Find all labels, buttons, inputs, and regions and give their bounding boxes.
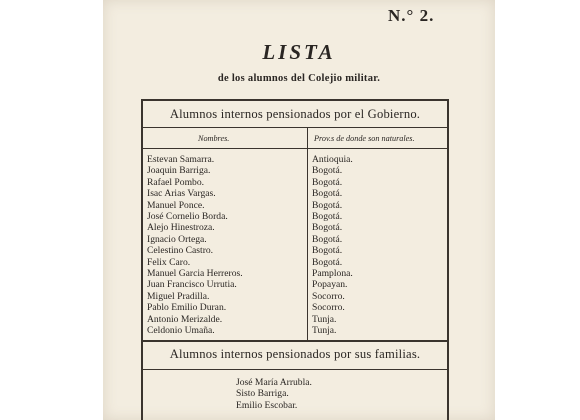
families-heading-divider <box>141 369 449 370</box>
student-name: Felix Caro. <box>147 256 191 268</box>
student-province: Tunja. <box>312 325 337 337</box>
family-student-name: Emilio Escobar. <box>236 399 298 411</box>
document-subtitle: de los alumnos del Colejio militar. <box>217 73 381 84</box>
student-name: Estevan Samarra. <box>147 154 215 165</box>
page-number: N.° 2. <box>388 6 435 25</box>
column-header-provinces: Prov.s de donde son naturales. <box>314 134 415 143</box>
family-students-list <box>236 377 312 411</box>
student-province: Popayan. <box>312 279 348 291</box>
column-divider <box>307 128 308 340</box>
column-header-names: Nombres. <box>198 134 230 143</box>
student-name: Miguel Pradilla. <box>147 290 210 302</box>
table-top-border <box>141 99 449 101</box>
heading-divider <box>141 127 449 128</box>
student-names-list <box>147 154 243 337</box>
student-province: Bogotá. <box>312 233 343 245</box>
student-name: Alejo Hinestroza. <box>147 222 215 234</box>
student-name: Isac Arias Vargas. <box>147 188 216 200</box>
student-province: Bogotá. <box>312 211 343 223</box>
student-name: Pablo Emilio Duran. <box>147 302 227 314</box>
student-name: Ignacio Ortega. <box>147 233 207 245</box>
student-province: Antioquia. <box>312 154 353 165</box>
student-name: Rafael Pombo. <box>147 176 205 188</box>
student-province: Socorro. <box>312 302 345 314</box>
family-student-name: Sisto Barriga. <box>236 388 289 400</box>
student-name: Celestino Castro. <box>147 245 214 257</box>
student-province: Socorro. <box>312 290 345 302</box>
student-province: Bogotá. <box>312 256 343 268</box>
student-name: Manuel Garcia Herreros. <box>147 268 243 280</box>
student-province: Tunja. <box>312 313 337 325</box>
student-province: Bogotá. <box>312 245 343 257</box>
student-name: José Cornelio Borda. <box>147 211 228 223</box>
student-province: Bogotá. <box>312 188 343 200</box>
student-province: Bogotá. <box>312 176 343 188</box>
student-name: Juan Francisco Urrutia. <box>147 279 237 291</box>
student-name: Joaquin Barriga. <box>147 165 211 177</box>
student-province: Bogotá. <box>312 199 343 211</box>
student-province: Pamplona. <box>312 268 353 280</box>
family-student-name: José María Arrubla. <box>236 377 312 388</box>
section-heading-families: Alumnos internos pensionados por sus familias. <box>169 347 421 361</box>
student-name: Antonio Merizalde. <box>147 313 223 325</box>
student-name: Manuel Ponce. <box>147 199 205 211</box>
provinces-list <box>312 154 353 337</box>
section-heading-government: Alumnos internos pensionados por el Gobierno. <box>169 107 421 121</box>
student-name: Celdonio Umaña. <box>147 325 215 337</box>
section-divider <box>141 340 449 342</box>
document-title: LISTA <box>262 40 336 64</box>
student-province: Bogotá. <box>312 222 343 234</box>
student-province: Bogotá. <box>312 165 343 177</box>
column-header-divider <box>141 148 449 149</box>
